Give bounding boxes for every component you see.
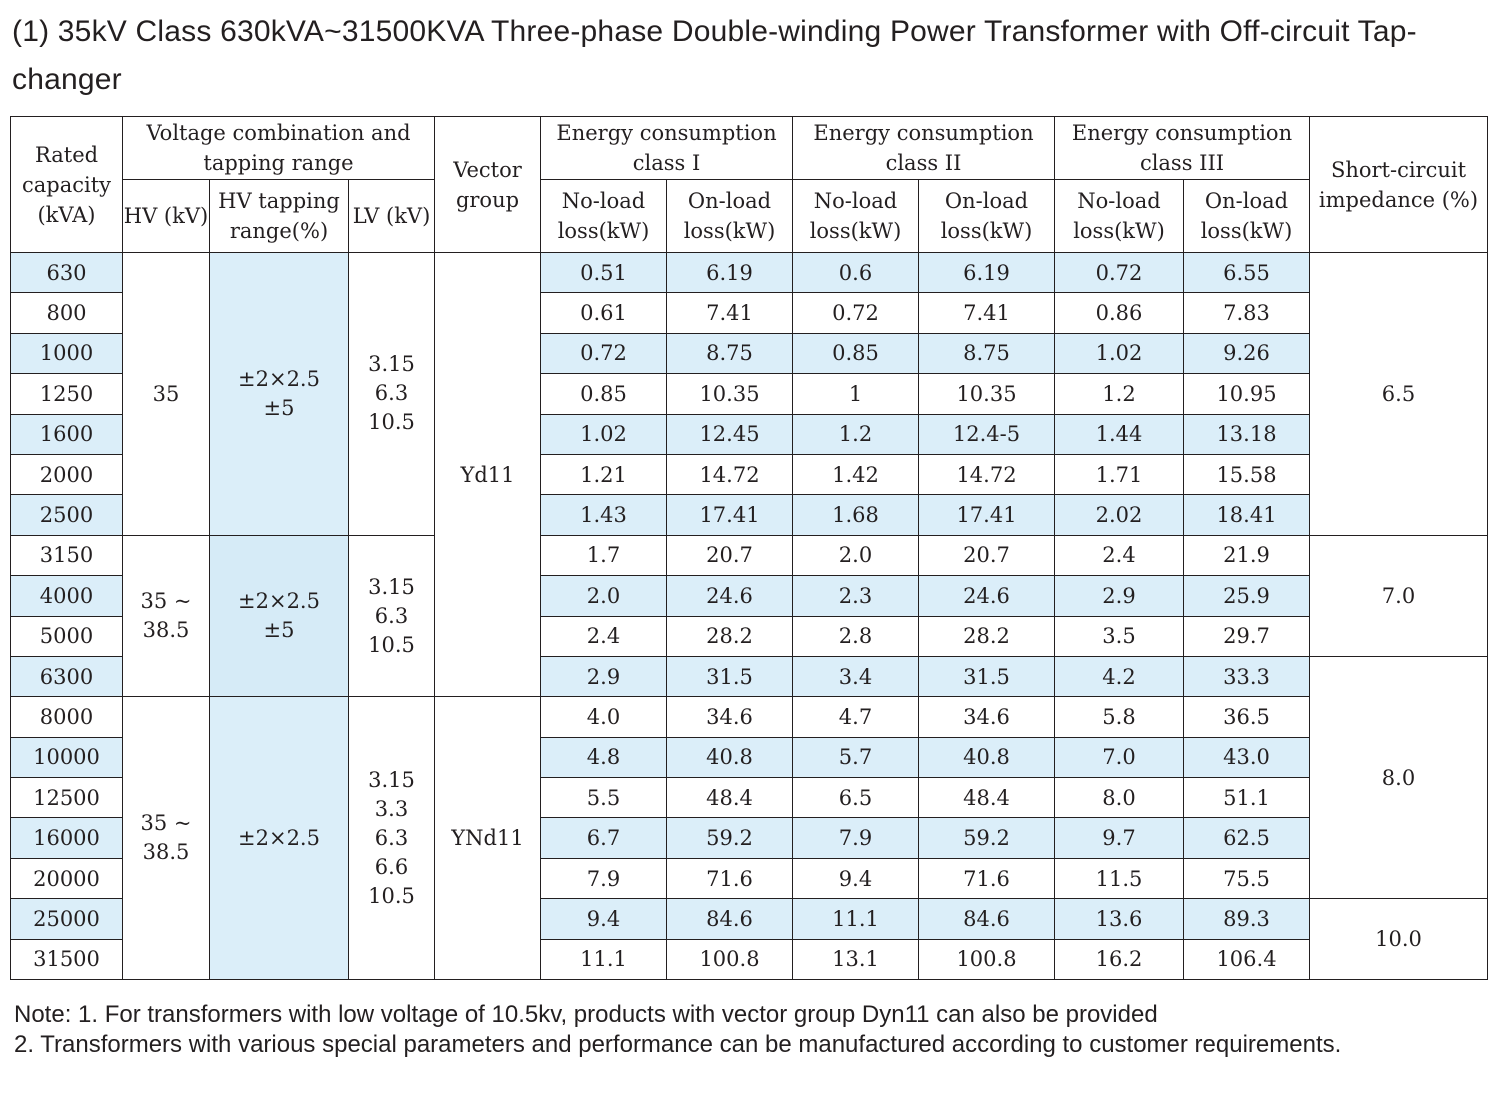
impedance-6-5: 6.5 [1310,253,1488,536]
cell-c3-on-load: 7.83 [1184,293,1310,333]
impedance-8-0: 8.0 [1310,656,1488,898]
cell-capacity: 16000 [11,818,123,858]
vector-group-yd11: Yd11 [435,253,541,697]
cell-c2-on-load: 8.75 [919,333,1055,373]
cell-c1-on-load: 6.19 [667,253,793,293]
cell-capacity: 4000 [11,576,123,616]
cell-c1-on-load: 59.2 [667,818,793,858]
group3-tapping: ±2×2.5 [210,697,349,980]
cell-c2-no-load: 0.6 [793,253,919,293]
cell-c1-on-load: 84.6 [667,899,793,939]
cell-c3-no-load: 1.02 [1055,333,1184,373]
cell-c2-no-load: 1.2 [793,414,919,454]
group1-tapping: ±2×2.5 ±5 [210,253,349,536]
cell-c1-no-load: 4.0 [541,697,667,737]
table-row [11,697,1488,737]
cell-c1-no-load: 1.21 [541,454,667,494]
cell-c3-no-load: 9.7 [1055,818,1184,858]
cell-c1-no-load: 1.02 [541,414,667,454]
cell-c3-no-load: 0.86 [1055,293,1184,333]
cell-c3-on-load: 25.9 [1184,576,1310,616]
cell-c2-no-load: 2.0 [793,535,919,575]
header-class-2: Energy consumption class II [793,117,1055,180]
cell-c1-no-load: 2.0 [541,576,667,616]
group2-hv: 35 ~ 38.5 [123,535,210,697]
impedance-10-0: 10.0 [1310,899,1488,980]
cell-c3-no-load: 2.9 [1055,576,1184,616]
cell-c2-no-load: 9.4 [793,858,919,898]
cell-c2-on-load: 31.5 [919,656,1055,696]
cell-c1-no-load: 0.85 [541,374,667,414]
cell-capacity: 8000 [11,697,123,737]
cell-c3-on-load: 106.4 [1184,939,1310,979]
cell-c2-no-load: 1.68 [793,495,919,535]
cell-capacity: 1000 [11,333,123,373]
cell-c2-no-load: 6.5 [793,778,919,818]
header-c1-on-load: On-load loss(kW) [667,180,793,253]
note-2: 2. Transformers with various special parameters and performance can be manufactured according to customer requirements. [14,1031,1342,1058]
cell-capacity: 25000 [11,899,123,939]
cell-capacity: 2000 [11,454,123,494]
vector-group-ynd11: YNd11 [435,697,541,980]
cell-c1-no-load: 9.4 [541,899,667,939]
header-class-3: Energy consumption class III [1055,117,1310,180]
cell-c2-no-load: 0.85 [793,333,919,373]
cell-c2-no-load: 0.72 [793,293,919,333]
cell-capacity: 10000 [11,737,123,777]
cell-c3-on-load: 33.3 [1184,656,1310,696]
header-c2-no-load: No-load loss(kW) [793,180,919,253]
cell-c1-on-load: 31.5 [667,656,793,696]
header-c3-no-load: No-load loss(kW) [1055,180,1184,253]
cell-c3-on-load: 62.5 [1184,818,1310,858]
cell-capacity: 1600 [11,414,123,454]
cell-c2-no-load: 1.42 [793,454,919,494]
header-c1-no-load: No-load loss(kW) [541,180,667,253]
cell-c3-no-load: 3.5 [1055,616,1184,656]
cell-c1-on-load: 34.6 [667,697,793,737]
cell-c2-no-load: 11.1 [793,899,919,939]
cell-c3-on-load: 29.7 [1184,616,1310,656]
cell-c1-on-load: 8.75 [667,333,793,373]
cell-c1-no-load: 4.8 [541,737,667,777]
cell-c2-no-load: 2.8 [793,616,919,656]
group1-lv: 3.15 6.3 10.5 [349,253,435,536]
header-vector-group: Vector group [435,117,541,253]
cell-c1-no-load: 5.5 [541,778,667,818]
header-class-1: Energy consumption class I [541,117,793,180]
cell-c1-no-load: 1.7 [541,535,667,575]
cell-c3-on-load: 43.0 [1184,737,1310,777]
group3-lv: 3.15 3.3 6.3 6.6 10.5 [349,697,435,980]
cell-capacity: 3150 [11,535,123,575]
cell-c2-on-load: 71.6 [919,858,1055,898]
cell-c3-on-load: 18.41 [1184,495,1310,535]
cell-c2-on-load: 14.72 [919,454,1055,494]
cell-c2-no-load: 13.1 [793,939,919,979]
cell-c2-no-load: 3.4 [793,656,919,696]
cell-c2-on-load: 34.6 [919,697,1055,737]
cell-c3-no-load: 16.2 [1055,939,1184,979]
cell-c1-on-load: 17.41 [667,495,793,535]
cell-c1-no-load: 2.9 [541,656,667,696]
cell-c3-no-load: 8.0 [1055,778,1184,818]
cell-c2-on-load: 10.35 [919,374,1055,414]
note-1: Note: 1. For transformers with low voltage of 10.5kv, products with vector group Dyn11 can also be provided [14,1001,1158,1028]
cell-c2-on-load: 6.19 [919,253,1055,293]
header-voltage-combination: Voltage combination and tapping range [123,117,435,180]
cell-c3-on-load: 9.26 [1184,333,1310,373]
cell-c3-no-load: 1.71 [1055,454,1184,494]
cell-c2-no-load: 5.7 [793,737,919,777]
cell-c3-on-load: 75.5 [1184,858,1310,898]
impedance-7-0: 7.0 [1310,535,1488,656]
cell-c2-no-load: 1 [793,374,919,414]
cell-capacity: 800 [11,293,123,333]
header-rated-capacity: Rated capacity (kVA) [11,117,123,253]
cell-c3-no-load: 11.5 [1055,858,1184,898]
cell-c1-on-load: 20.7 [667,535,793,575]
header-impedance: Short-circuit impedance (%) [1310,117,1488,253]
cell-capacity: 630 [11,253,123,293]
cell-c1-no-load: 0.51 [541,253,667,293]
cell-c3-no-load: 1.2 [1055,374,1184,414]
cell-c2-no-load: 7.9 [793,818,919,858]
cell-c1-no-load: 0.72 [541,333,667,373]
cell-c1-on-load: 7.41 [667,293,793,333]
cell-c3-no-load: 1.44 [1055,414,1184,454]
cell-c3-on-load: 36.5 [1184,697,1310,737]
header-lv: LV (kV) [349,180,435,253]
cell-c1-on-load: 10.35 [667,374,793,414]
group2-tapping: ±2×2.5 ±5 [210,535,349,697]
cell-c2-on-load: 17.41 [919,495,1055,535]
table-body [11,117,1488,980]
cell-capacity: 2500 [11,495,123,535]
cell-c1-no-load: 1.43 [541,495,667,535]
header-c2-on-load: On-load loss(kW) [919,180,1055,253]
cell-c3-no-load: 7.0 [1055,737,1184,777]
cell-c1-on-load: 12.45 [667,414,793,454]
cell-c3-on-load: 89.3 [1184,899,1310,939]
cell-c1-no-load: 2.4 [541,616,667,656]
cell-c1-on-load: 24.6 [667,576,793,616]
cell-c3-no-load: 4.2 [1055,656,1184,696]
cell-c2-on-load: 84.6 [919,899,1055,939]
cell-c2-no-load: 2.3 [793,576,919,616]
cell-c1-no-load: 11.1 [541,939,667,979]
cell-capacity: 20000 [11,858,123,898]
header-hv-tapping: HV tapping range(%) [210,180,349,253]
cell-c3-on-load: 10.95 [1184,374,1310,414]
cell-capacity: 1250 [11,374,123,414]
cell-c2-on-load: 20.7 [919,535,1055,575]
cell-c1-no-load: 6.7 [541,818,667,858]
group1-hv: 35 [123,253,210,536]
cell-c1-no-load: 7.9 [541,858,667,898]
group3-hv: 35 ~ 38.5 [123,697,210,980]
cell-c2-on-load: 7.41 [919,293,1055,333]
cell-c2-on-load: 59.2 [919,818,1055,858]
cell-c3-no-load: 13.6 [1055,899,1184,939]
group2-lv: 3.15 6.3 10.5 [349,535,435,697]
cell-c2-on-load: 24.6 [919,576,1055,616]
cell-c1-on-load: 48.4 [667,778,793,818]
cell-c1-on-load: 28.2 [667,616,793,656]
cell-c3-no-load: 0.72 [1055,253,1184,293]
table-row [11,535,1488,575]
cell-c3-on-load: 51.1 [1184,778,1310,818]
cell-c3-no-load: 2.02 [1055,495,1184,535]
page-title: (1) 35kV Class 630kVA~31500KVA Three-phase Double-winding Power Transformer with Off-circuit Tap-changer [12,15,1417,96]
cell-c2-on-load: 28.2 [919,616,1055,656]
cell-c3-on-load: 21.9 [1184,535,1310,575]
cell-c2-on-load: 48.4 [919,778,1055,818]
cell-c1-on-load: 100.8 [667,939,793,979]
cell-c2-on-load: 12.4-5 [919,414,1055,454]
cell-c3-on-load: 6.55 [1184,253,1310,293]
cell-c2-on-load: 100.8 [919,939,1055,979]
cell-capacity: 5000 [11,616,123,656]
cell-c1-on-load: 40.8 [667,737,793,777]
header-hv: HV (kV) [123,180,210,253]
cell-capacity: 31500 [11,939,123,979]
cell-c3-no-load: 2.4 [1055,535,1184,575]
cell-capacity: 6300 [11,656,123,696]
cell-c2-on-load: 40.8 [919,737,1055,777]
cell-c3-on-load: 13.18 [1184,414,1310,454]
cell-capacity: 12500 [11,778,123,818]
cell-c2-no-load: 4.7 [793,697,919,737]
cell-c3-on-load: 15.58 [1184,454,1310,494]
cell-c1-on-load: 71.6 [667,858,793,898]
transformer-spec-table [10,116,1488,980]
cell-c1-no-load: 0.61 [541,293,667,333]
cell-c3-no-load: 5.8 [1055,697,1184,737]
cell-c1-on-load: 14.72 [667,454,793,494]
header-c3-on-load: On-load loss(kW) [1184,180,1310,253]
table-row [11,253,1488,293]
